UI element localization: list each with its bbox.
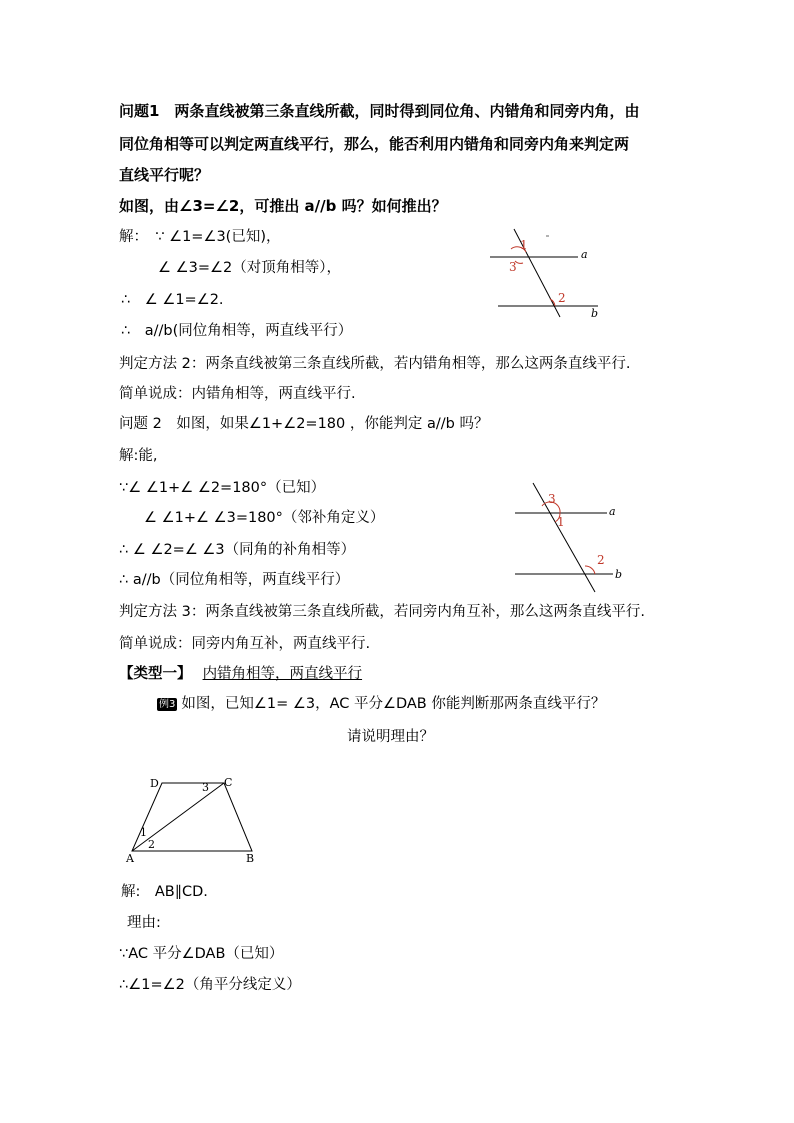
vertex-b: B	[246, 852, 255, 865]
angle-label-1: 1	[557, 515, 565, 529]
problem1-solution-3: ∴ ∠ ∠1=∠2.	[121, 292, 224, 308]
transversal-line	[533, 483, 595, 592]
problem1-method: 判定方法 2：两条直线被第三条直线所截，若内错角相等，那么这两条直线平行.	[119, 356, 631, 372]
angle-label-1: 1	[520, 238, 528, 252]
problem1-line2: 同位角相等可以判定两直线平行，那么，能否利用内错角和同旁内角来判定两	[119, 135, 630, 153]
problem1-line3: 直线平行呢？	[119, 166, 210, 184]
example3-text: 如图，已知∠1= ∠3，AC 平分∠DAB 你能判断那两条直线平行？	[181, 696, 606, 712]
problem1-simple: 简单说成：内错角相等，两直线平行.	[119, 386, 356, 402]
solution3-line4: ∴∠1=∠2（角平分线定义）	[119, 977, 301, 993]
line-label-b: b	[615, 568, 623, 581]
angle-label-2: 2	[558, 291, 566, 305]
solution3-line3: ∵AC 平分∠DAB（已知）	[119, 946, 284, 962]
angle-label-3: 3	[509, 260, 517, 274]
problem2-question: 问题 2 如图，如果∠1+∠2=180 ，你能判定 a//b 吗？	[119, 416, 489, 432]
example-badge: 例3	[159, 699, 176, 710]
problem1-solution-4: ∴ a//b(同位角相等，两直线平行）	[121, 323, 353, 339]
vertex-a: A	[126, 852, 134, 865]
angle-label-3: 3	[202, 781, 209, 794]
type-bracket: 【类型一】	[119, 666, 192, 682]
example3-line1	[157, 694, 605, 714]
problem2-solution-4: ∴ a//b（同位角相等，两直线平行）	[119, 572, 350, 588]
problem2-simple: 简单说成：同旁内角互补，两直线平行.	[119, 636, 371, 652]
angle-label-2: 2	[148, 838, 155, 851]
problem1-solution-1: 解： ∵ ∠1=∠3(已知)，	[119, 229, 281, 245]
line-label-a: a	[581, 248, 588, 261]
problem1-line1: 问题1 两条直线被第三条直线所截，同时得到同位角、内错角和同旁内角，由	[119, 102, 640, 120]
problem2-answer: 解:能,	[119, 448, 158, 464]
problem1-question: 如图，由∠3=∠2，可推出 a//b 吗？如何推出？	[119, 197, 447, 215]
line-label-b: b	[591, 307, 599, 320]
figure-2-parallel-lines	[505, 478, 635, 598]
problem2-method: 判定方法 3：两条直线被第三条直线所截，若同旁内角互补，那么这两条直线平行.	[119, 604, 645, 620]
angle-label-3: 3	[548, 492, 556, 506]
figure-1-parallel-lines	[480, 225, 610, 325]
problem2-solution-1: ∵∠ ∠1+∠ ∠2=180°（已知）	[119, 480, 326, 496]
example3-line2: 请说明理由？	[347, 729, 434, 745]
line-label-a: a	[609, 505, 616, 518]
problem2-solution-2: ∠ ∠1+∠ ∠3=180°（邻补角定义）	[144, 510, 385, 526]
solution3-line2: 理由:	[127, 915, 161, 931]
problem2-solution-3: ∴ ∠ ∠2=∠ ∠3（同角的补角相等）	[119, 542, 356, 558]
figure-3-trapezoid	[122, 772, 267, 867]
problem1-solution-2: ∠ ∠3=∠2（对顶角相等），	[158, 260, 341, 276]
type-title: 内错角相等，两直线平行	[202, 666, 363, 682]
angle-label-1: 1	[140, 826, 147, 839]
solution3-line1: 解: AB∥CD.	[121, 884, 208, 900]
angle-label-2: 2	[597, 553, 605, 567]
vertex-d: D	[150, 777, 159, 790]
diagonal-ac	[132, 783, 224, 851]
angle-2-arc	[585, 566, 595, 574]
vertex-c: C	[224, 776, 233, 789]
type-heading	[119, 664, 362, 684]
